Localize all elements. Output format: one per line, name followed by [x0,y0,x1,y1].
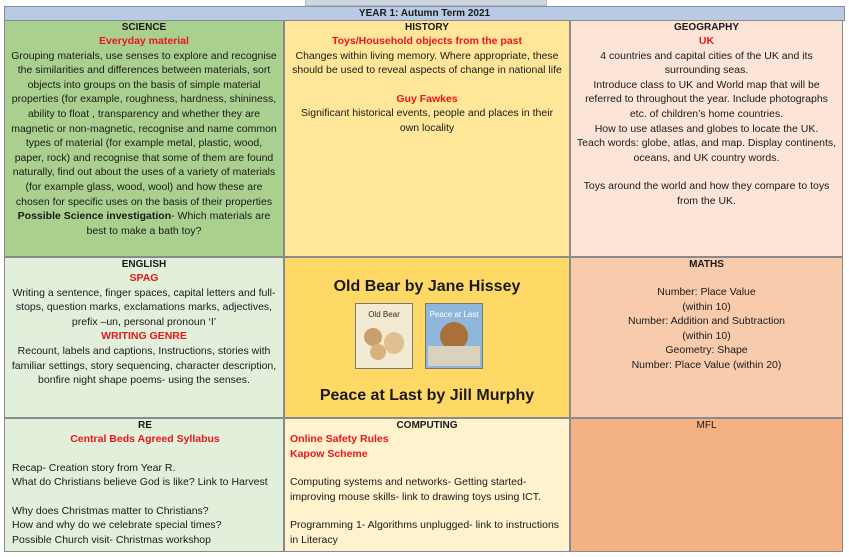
computing-body-2: Programming 1- Algorithms unplugged- link to instructions in Literacy [290,519,560,546]
english-cell [4,257,284,418]
geography-line: 4 countries and capital cities of the UK and its surrounding seas. [600,49,813,77]
science-body: Grouping materials, use senses to explore and recognise the similarities and differences between materials, sort objects into groups on the basis of simple material properties (for example, roughness, hardness, shininess, ability to float , transparency and whether they are magnetic or non-magnetic, recognise and name common types of material (for example metal, plastic, wood, paper, rock) and recognise that some of them are found naturally, find out about the uses of a variety of materials (for example glass, wood, wool) and how these are chosen for specific uses on the basis of their properties [11,49,277,208]
geography-line: How to use atlases and globes to locate the UK. [594,122,819,135]
geography-line: Introduce class to UK and World map that will be referred to throughout the year. Include photographs etc. of children’s home countries. [585,78,828,120]
computing-online-safety: Online Safety Rules [290,433,389,445]
science-investigation-text: - Which materials are best to make a bath toy? [86,210,271,237]
peace-at-last-cover-text: Peace at Last [429,310,479,319]
geography-heading: GEOGRAPHY [673,22,739,33]
maths-line: Number: Place Value [657,286,756,298]
maths-line: Number: Place Value (within 20) [631,358,782,371]
english-spag-body: Writing a sentence, finger spaces, capital letters and full-stops, question marks, exclamations marks, adjectives, prefix –un, personal pronoun ‘I’ [12,286,276,328]
history-subheading-2: Guy Fawkes [396,92,458,105]
geography-line: Teach words: globe, atlas, and map. Display continents, oceans, and UK country words. [576,137,837,164]
old-bear-cover-image [355,303,413,369]
mfl-cell [570,418,843,552]
history-cell [284,20,570,257]
maths-line: Number: Addition and Subtraction [627,315,785,328]
history-subheading: Toys/Household objects from the past [332,35,522,47]
book-title-peace-at-last: Peace at Last by Jill Murphy [319,387,535,404]
maths-heading: MATHS [689,259,724,270]
english-writing-genre-body: Recount, labels and captions, Instructions, stories with familiar settings, story sequencing, character description, bonfire night shape poems- using the senses. [11,344,277,387]
page-title: YEAR 1: Autumn Term 2021 [4,6,845,21]
mfl-heading: MFL [696,420,717,431]
re-line: Recap- Creation story from Year R. [12,461,176,474]
books-cell [284,257,570,418]
geography-extra: Toys around the world and how they compare to toys from the UK. [583,180,830,207]
computing-cell [284,418,570,552]
english-spag-heading: SPAG [129,272,159,284]
re-line: How and why do we celebrate special times? [12,519,222,532]
maths-line: (within 10) [682,329,731,342]
re-subheading: Central Beds Agreed Syllabus [70,433,220,445]
science-investigation [10,209,278,238]
book-title-old-bear: Old Bear by Jane Hissey [333,278,521,295]
history-heading: HISTORY [405,22,449,33]
maths-line: Geometry: Shape [665,344,748,357]
english-writing-genre-heading: WRITING GENRE [101,330,187,343]
maths-line: (within 10) [682,300,731,313]
computing-kapow-scheme: Kapow Scheme [290,447,368,460]
history-body-2: Significant historical events, people and places in their own locality [300,107,554,134]
re-heading: RE [138,420,152,431]
re-line: Possible Church visit- Christmas workshop [12,533,211,546]
maths-cell [570,257,843,418]
science-investigation-label: Possible Science investigation [17,210,172,223]
science-heading: SCIENCE [121,22,167,33]
science-cell [4,20,284,257]
science-subheading: Everyday material [99,35,189,47]
re-line: Why does Christmas matter to Christians? [12,504,209,517]
re-cell [4,418,284,552]
re-line: What do Christians believe God is like? Link to Harvest [12,476,268,489]
geography-subheading: UK [698,35,715,47]
history-body: Changes within living memory. Where appropriate, these should be used to reveal aspects of change in national life [292,49,562,77]
english-heading: ENGLISH [121,259,167,270]
computing-body-1: Computing systems and networks- Getting started- improving mouse skills- link to drawing toys using ICT. [290,476,541,503]
old-bear-cover-text: Old Bear [368,310,400,319]
peace-at-last-cover-image [425,303,483,369]
computing-heading: COMPUTING [396,420,458,431]
geography-cell [570,20,843,257]
